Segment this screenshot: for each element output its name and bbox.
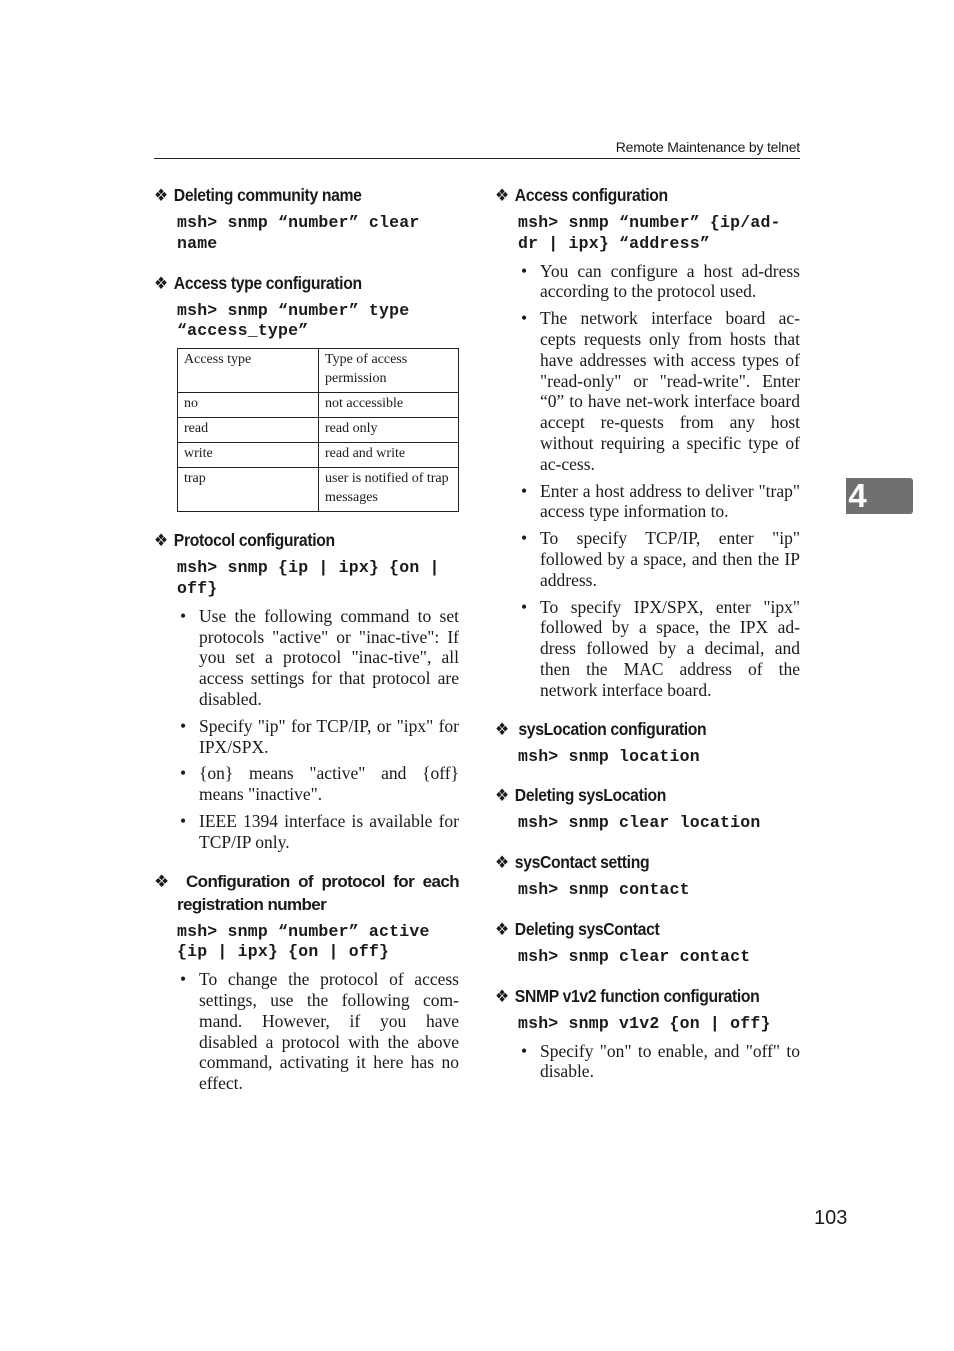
section-heading [495,184,770,207]
running-header: Remote Maintenance by telnet [615,139,800,155]
section-title-block [154,870,459,916]
list-item-text: Use the following command to set protocols "active" or "inac-tive": If you set a protocol "inac-tive", all access settings for that protocol are disabled. [199,605,459,709]
table-cell: user is notified of trap messages [319,468,459,512]
section-heading [154,529,429,552]
command-line: msh> snmp clear location [518,813,761,833]
command-line: msh> snmp clear contact [518,946,751,966]
list-item-text: Specify "on" to enable, and "off" to disable. [540,1040,800,1082]
list-item-text: {on} means "active" and {off} means "inactive". [199,763,459,805]
section-title: Access type configuration [173,272,362,293]
bullet-icon: • [521,1040,528,1061]
header-rule [154,158,800,159]
section-title: sysLocation configuration [518,718,707,739]
table-header-row [178,349,459,393]
command-line: msh> snmp v1v2 {on | off} [518,1013,771,1033]
diamond-bullet-icon: ❖ [154,185,168,205]
bullet-icon: • [521,308,528,329]
diamond-bullet-icon: ❖ [495,185,509,205]
section-title: Protocol configuration [173,530,335,551]
section-title: Deleting community name [173,185,362,205]
list-item-text: The network interface board ac-cepts requests only from hosts that have addresses with access types of "read-only" or "read-write". Enter “0” to have net-work interface board accept re-quests from any host without requiring a specific type of ac-cess. [540,308,800,474]
chapter-tab [846,478,913,514]
command-line: msh> snmp “number” active {ip | ipx} {on | off} [177,921,430,962]
section-heading [495,918,770,941]
table-row [178,418,459,443]
list-item-text: To specify IPX/SPX, enter "ipx" followed by a space, the IPX ad-dress followed by a decimal, and then the MAC address of the network interface board. [540,596,800,700]
command-line: msh> snmp “number” type “access_type” [177,300,410,341]
table-cell: write [178,443,319,468]
section-heading [495,784,770,807]
table-cell: no [178,393,319,418]
section-heading [154,870,459,916]
list-item-text: To change the protocol of access settings, use the following com-mand. However, if you have disabled a protocol with the above command, activating it here has no effect. [199,969,459,1094]
table-cell: read only [319,418,459,443]
section-title: Deleting sysContact [514,918,660,939]
table-row [178,443,459,468]
list-item [154,811,459,853]
table-row [178,393,459,418]
list-item-text: Enter a host address to deliver "trap" access type information to. [540,480,800,522]
table-cell: read [178,418,319,443]
diamond-bullet-icon: ❖ [495,718,509,739]
chapter-number: 4 [848,477,867,514]
right-column [495,184,800,1082]
bullet-icon: • [521,528,528,549]
section-title: sysContact setting [514,852,650,873]
list-item [154,606,459,710]
section-heading [154,184,429,207]
section-heading [495,985,770,1008]
section-title: Access configuration [514,185,668,205]
list-item [495,1041,800,1083]
table-header-cell: Type of access permission [319,349,459,393]
bullet-icon: • [180,969,187,990]
list-item [495,528,800,590]
diamond-bullet-icon: ❖ [154,530,168,551]
diamond-bullet-icon: ❖ [495,785,509,806]
section-heading [495,851,770,874]
list-item-text: Specify "ip" for TCP/IP, or "ipx" for IPX/SPX. [199,715,459,757]
list-item [154,969,459,1094]
list-item [495,261,800,303]
list-item [495,481,800,523]
list-item-text: IEEE 1394 interface is available for TCP/IP only. [199,810,459,852]
bullet-icon: • [180,810,187,831]
section-title: Deleting sysLocation [514,785,667,806]
command-line: msh> snmp {ip | ipx} {on | off} [177,558,440,598]
table-cell: trap [178,468,319,512]
table-cell: not accessible [319,393,459,418]
section-title: SNMP v1v2 function configuration [514,985,760,1006]
list-item [495,308,800,474]
command-line: msh> snmp “number” {ip/ad- dr | ipx} “address” [518,213,781,253]
list-item [154,763,459,805]
table-row [178,468,459,512]
diamond-bullet-icon: ❖ [495,852,509,873]
diamond-bullet-icon: ❖ [154,272,168,293]
command-line: msh> snmp location [518,746,700,766]
bullet-icon: • [180,605,187,626]
section-title: Configuration of protocol for each [186,871,459,891]
diamond-bullet-icon: ❖ [154,871,169,891]
diamond-bullet-icon: ❖ [495,918,509,939]
bullet-icon: • [180,763,187,784]
bullet-icon: • [521,596,528,617]
bullet-icon: • [180,715,187,736]
section-heading [154,272,429,295]
bullet-icon: • [521,260,528,281]
access-type-table [177,348,459,512]
list-item-text: You can configure a host ad-dress according to the protocol used. [540,260,800,302]
section-heading [495,718,770,741]
table-cell: read and write [319,443,459,468]
page-number: 103 [814,1207,848,1229]
command-line: msh> snmp “number” clear name [177,213,420,253]
list-item-text: To specify TCP/IP, enter "ip" followed by a space, and then the IP address. [540,528,800,590]
list-item [154,716,459,758]
diamond-bullet-icon: ❖ [495,985,509,1006]
list-item [495,597,800,701]
left-column [154,184,459,1094]
command-line: msh> snmp contact [518,880,690,900]
section-title: registration number [177,894,327,914]
table-header-cell: Access type [178,349,319,393]
bullet-icon: • [521,480,528,501]
